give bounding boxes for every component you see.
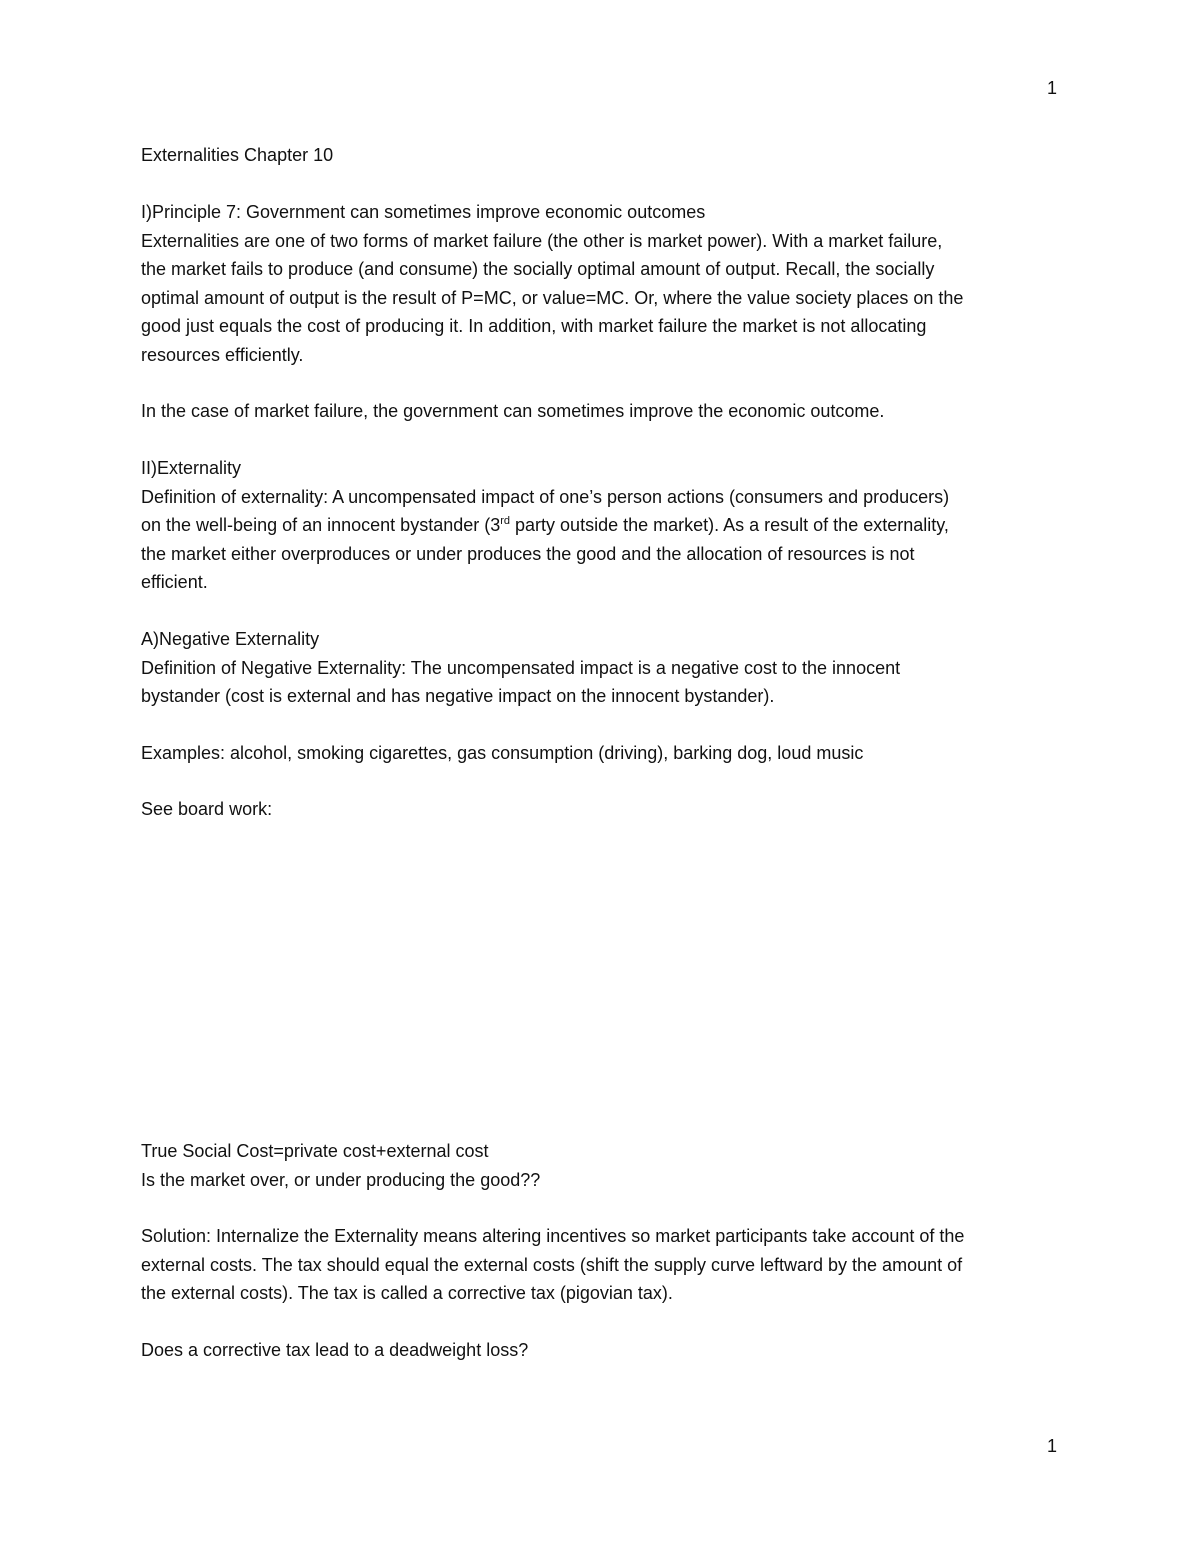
paragraph-line: Externalities are one of two forms of market failure (the other is market power). With a market failure, bbox=[141, 230, 943, 251]
examples bbox=[141, 739, 1061, 768]
section-externality bbox=[141, 454, 1061, 597]
document-title-block bbox=[141, 141, 1061, 170]
paragraph-line: optimal amount of output is the result of P=MC, or value=MC. Or, where the value society places on the bbox=[141, 287, 964, 308]
board-work bbox=[141, 795, 1061, 824]
superscript: rd bbox=[500, 515, 511, 527]
social-cost bbox=[141, 1137, 1061, 1194]
paragraph-line: Definition of Negative Externality: The uncompensated impact is a negative cost to the innocent bbox=[141, 657, 901, 678]
paragraph-line: Is the market over, or under producing the good?? bbox=[141, 1169, 541, 1190]
paragraph-line: resources efficiently. bbox=[141, 344, 304, 365]
paragraph-line: external costs. The tax should equal the external costs (shift the supply curve leftward by the amount of bbox=[141, 1254, 963, 1275]
paragraph-line: Solution: Internalize the Externality means altering incentives so market participants take account of the bbox=[141, 1226, 965, 1246]
page-number-top: 1 bbox=[1046, 78, 1057, 98]
paragraph-line: the market either overproduces or under produces the good and the allocation of resources is not bbox=[141, 543, 915, 564]
section-negative-externality bbox=[141, 625, 1061, 711]
paragraph-line: efficient. bbox=[141, 572, 208, 592]
paragraph-line: Does a corrective tax lead to a deadweight loss? bbox=[141, 1340, 529, 1360]
paragraph-line: Examples: alcohol, smoking cigarettes, gas consumption (driving), barking dog, loud music bbox=[141, 743, 864, 763]
paragraph-line: In the case of market failure, the government can sometimes improve the economic outcome. bbox=[141, 401, 885, 421]
paragraph-line: Definition of externality: A uncompensated impact of one’s person actions (consumers and producers) bbox=[141, 486, 950, 507]
section-heading: A)Negative Externality bbox=[141, 629, 320, 649]
document-title: Externalities Chapter 10 bbox=[141, 145, 334, 165]
paragraph-line bbox=[141, 511, 1061, 540]
section-principle-7 bbox=[141, 198, 1061, 369]
paragraph-line: the market fails to produce (and consume) the socially optimal amount of output. Recall, the socially bbox=[141, 259, 935, 279]
paragraph-line: the external costs). The tax is called a corrective tax (pigovian tax). bbox=[141, 1283, 673, 1303]
section-heading: II)Externality bbox=[141, 458, 242, 478]
page-number-bottom: 1 bbox=[1046, 1436, 1057, 1456]
paragraph-line: bystander (cost is external and has negative impact on the innocent bystander). bbox=[141, 686, 775, 706]
government-conclusion bbox=[141, 397, 1061, 426]
solution bbox=[141, 1222, 1061, 1308]
section-heading: I)Principle 7: Government can sometimes improve economic outcomes bbox=[141, 202, 706, 222]
text-fragment: party outside the market). As a result of the externality, bbox=[510, 515, 949, 535]
paragraph-line: good just equals the cost of producing it. In addition, with market failure the market is not allocating bbox=[141, 316, 927, 336]
paragraph-line: True Social Cost=private cost+external cost bbox=[141, 1141, 489, 1161]
paragraph-line: See board work: bbox=[141, 799, 273, 819]
text-fragment: on the well-being of an innocent bystander (3 bbox=[141, 515, 501, 535]
corrective-tax-question bbox=[141, 1336, 1061, 1365]
